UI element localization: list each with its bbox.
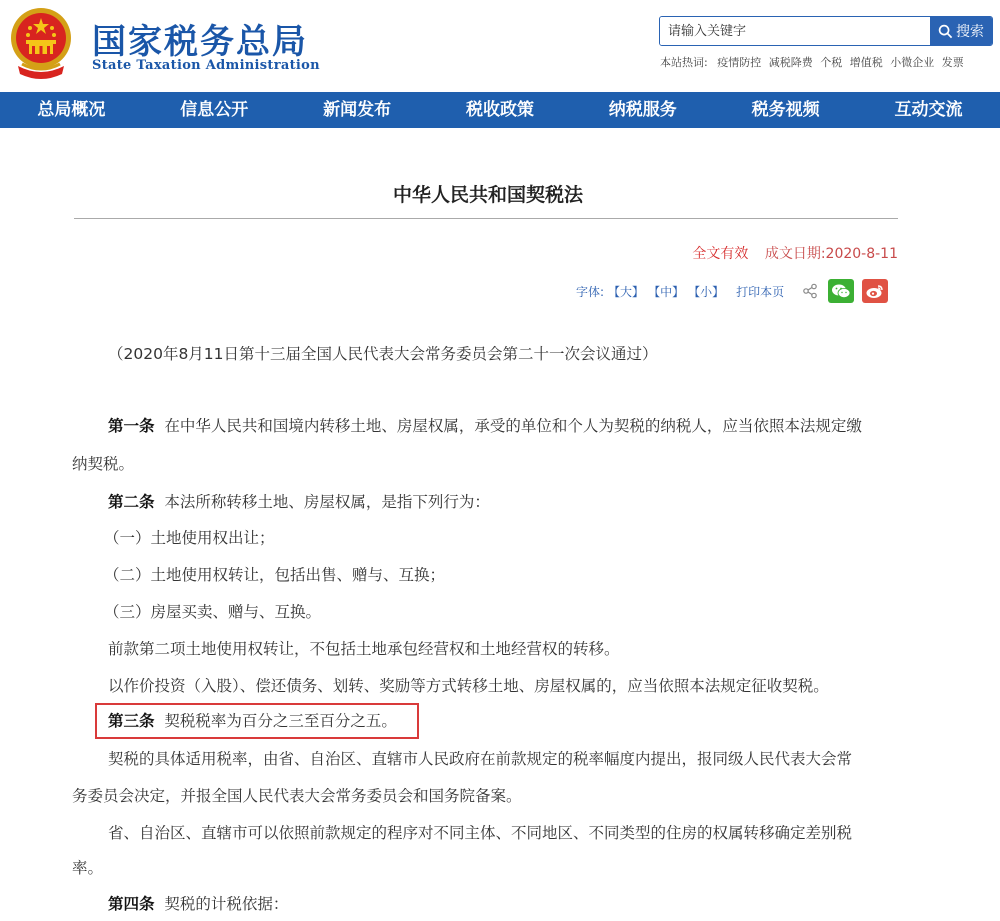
nav-item-interaction[interactable]: 互动交流 bbox=[894, 100, 963, 120]
share-icon[interactable] bbox=[802, 283, 818, 299]
article-2-item-2: （二）土地使用权转让，包括出售、赠与、互换； bbox=[104, 566, 446, 584]
search-button[interactable] bbox=[930, 17, 992, 45]
differential-paragraph-line-1: 省、自治区、直辖市可以依照前款规定的程序对不同主体、不同地区、不同类型的住房的权属转移确定差别税 bbox=[108, 824, 853, 842]
nav-item-taxpayer-service[interactable]: 纳税服务 bbox=[608, 100, 677, 120]
article-2-text: 本法所称转移土地、房屋权属，是指下列行为： bbox=[164, 493, 490, 511]
article-4-heading: 第四条 bbox=[108, 895, 155, 913]
differential-paragraph-line-2: 率。 bbox=[72, 859, 104, 877]
search-box bbox=[659, 16, 993, 46]
rate-paragraph-line-2: 务委员会决定，并报全国人民代表大会常务委员会和国务院备案。 bbox=[72, 787, 522, 805]
article-3-heading: 第三条 bbox=[108, 712, 155, 730]
hot-word-link[interactable]: 个税 bbox=[820, 56, 843, 69]
font-medium-link[interactable]: 【中】 bbox=[648, 284, 685, 299]
print-link[interactable]: 打印本页 bbox=[736, 284, 785, 299]
wechat-share-button[interactable] bbox=[828, 279, 854, 303]
national-emblem-icon[interactable] bbox=[8, 4, 74, 80]
hot-word-link[interactable]: 疫情防控 bbox=[717, 56, 762, 69]
article-tools bbox=[576, 278, 888, 304]
article-3 bbox=[108, 705, 397, 738]
nav-item-tax-policy[interactable]: 税收政策 bbox=[465, 100, 534, 120]
site-subtitle: State Taxation Administration bbox=[92, 58, 320, 73]
article-4 bbox=[108, 888, 288, 921]
nav-item-info-disclosure[interactable]: 信息公开 bbox=[180, 100, 249, 120]
nav-item-overview[interactable]: 总局概况 bbox=[37, 100, 106, 120]
nav-item-tax-video[interactable]: 税务视频 bbox=[751, 100, 820, 120]
article-1-heading: 第一条 bbox=[108, 417, 155, 435]
exclusion-paragraph: 前款第二项土地使用权转让，不包括土地承包经营权和土地经营权的转移。 bbox=[108, 640, 620, 658]
hot-word-link[interactable]: 增值税 bbox=[849, 56, 883, 69]
issue-date: 成文日期:2020-8-11 bbox=[764, 246, 898, 262]
wechat-icon bbox=[831, 283, 851, 299]
article-1-continued: 纳契税。 bbox=[72, 455, 135, 473]
title-divider bbox=[74, 218, 898, 219]
font-size-label: 字体: bbox=[576, 284, 605, 299]
article-2 bbox=[108, 486, 490, 519]
article-1 bbox=[108, 410, 862, 443]
site-header bbox=[0, 0, 1000, 92]
hot-words bbox=[660, 54, 968, 70]
search-input[interactable] bbox=[660, 17, 932, 45]
weibo-share-button[interactable] bbox=[862, 279, 888, 303]
main-nav bbox=[0, 92, 1000, 128]
weibo-icon bbox=[865, 283, 885, 299]
font-large-link[interactable]: 【大】 bbox=[608, 284, 645, 299]
article-2-item-3: （三）房屋买卖、赠与、互换。 bbox=[104, 603, 322, 621]
validity-status: 全文有效 bbox=[692, 246, 749, 262]
article-2-item-1: （一）土地使用权出让； bbox=[104, 529, 275, 547]
rate-paragraph-line-1: 契税的具体适用税率，由省、自治区、直辖市人民政府在前款规定的税率幅度内提出，报同级人民代表大会常 bbox=[108, 750, 853, 768]
article-meta bbox=[692, 243, 898, 263]
nav-item-news[interactable]: 新闻发布 bbox=[323, 100, 392, 120]
article-2-heading: 第二条 bbox=[108, 493, 155, 511]
adoption-note: （2020年8月11日第十三届全国人民代表大会常务委员会第二十一次会议通过） bbox=[108, 345, 658, 363]
hot-word-link[interactable]: 发票 bbox=[941, 56, 964, 69]
article-3-text: 契税税率为百分之三至百分之五。 bbox=[164, 712, 397, 730]
article-1-text: 在中华人民共和国境内转移土地、房屋权属，承受的单位和个人为契税的纳税人，应当依照本法规定缴 bbox=[164, 417, 862, 435]
hot-word-link[interactable]: 减税降费 bbox=[768, 56, 813, 69]
search-icon bbox=[938, 24, 953, 39]
hot-words-label: 本站热词: bbox=[660, 56, 708, 69]
investment-paragraph: 以作价投资（入股）、偿还债务、划转、奖励等方式转移土地、房屋权属的，应当依照本法规定征收契税。 bbox=[108, 677, 829, 695]
hot-word-link[interactable]: 小微企业 bbox=[890, 56, 935, 69]
search-button-label: 搜索 bbox=[956, 24, 984, 40]
article-title: 中华人民共和国契税法 bbox=[392, 184, 583, 206]
site-title[interactable]: 国家税务总局 bbox=[92, 22, 308, 62]
article-4-text: 契税的计税依据： bbox=[164, 895, 289, 913]
font-small-link[interactable]: 【小】 bbox=[688, 284, 725, 299]
